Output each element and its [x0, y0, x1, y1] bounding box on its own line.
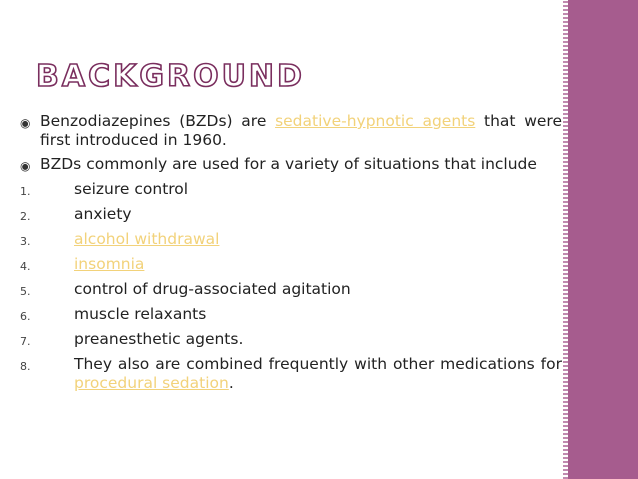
bullet-icon: ◉ — [20, 116, 31, 130]
sidebar-accent — [568, 0, 638, 479]
bullet-item — [20, 155, 562, 174]
numbered-item — [20, 330, 562, 349]
numbered-item — [20, 355, 562, 393]
numbered-item — [20, 180, 562, 199]
item-number: 7. — [20, 335, 31, 348]
slide-content — [20, 112, 562, 393]
insomnia-link[interactable]: insomnia — [74, 255, 145, 273]
item-number: 2. — [20, 210, 31, 223]
bullet-icon: ◉ — [20, 159, 31, 173]
numbered-item — [20, 255, 562, 274]
bullet-item — [20, 112, 562, 150]
item-text: anxiety — [74, 205, 132, 223]
item-number: 3. — [20, 235, 31, 248]
item-number: 8. — [20, 360, 31, 373]
slide-title: BACKGROUND — [36, 59, 305, 94]
title-area — [36, 59, 305, 94]
alcohol-withdrawal-link[interactable]: alcohol withdrawal — [74, 230, 220, 248]
numbered-item — [20, 280, 562, 299]
item-number: 6. — [20, 310, 31, 323]
item-text: muscle relaxants — [74, 305, 207, 323]
item-text: seizure control — [74, 180, 189, 198]
item-number: 4. — [20, 260, 31, 273]
item-text — [74, 255, 562, 274]
item-text: preanesthetic agents. — [74, 330, 244, 348]
item-number: 1. — [20, 185, 31, 198]
numbered-item — [20, 230, 562, 249]
numbered-item — [20, 305, 562, 324]
procedural-sedation-link[interactable]: procedural sedation — [74, 374, 229, 392]
item-text — [74, 230, 562, 249]
bullet-text: BZDs commonly are used for a variety of situations that include — [40, 155, 537, 173]
bullet-text: Benzodiazepines (BZDs) are sedative-hypnotic agents that were first introduced in 1960. — [40, 112, 562, 149]
item-text: control of drug-associated agitation — [74, 280, 351, 298]
item-number: 5. — [20, 285, 31, 298]
item-text: They also are combined frequently with other medications for procedural sedation. — [74, 355, 562, 392]
numbered-item — [20, 205, 562, 224]
sedative-hypnotic-link[interactable]: sedative-hypnotic agents — [275, 112, 476, 130]
